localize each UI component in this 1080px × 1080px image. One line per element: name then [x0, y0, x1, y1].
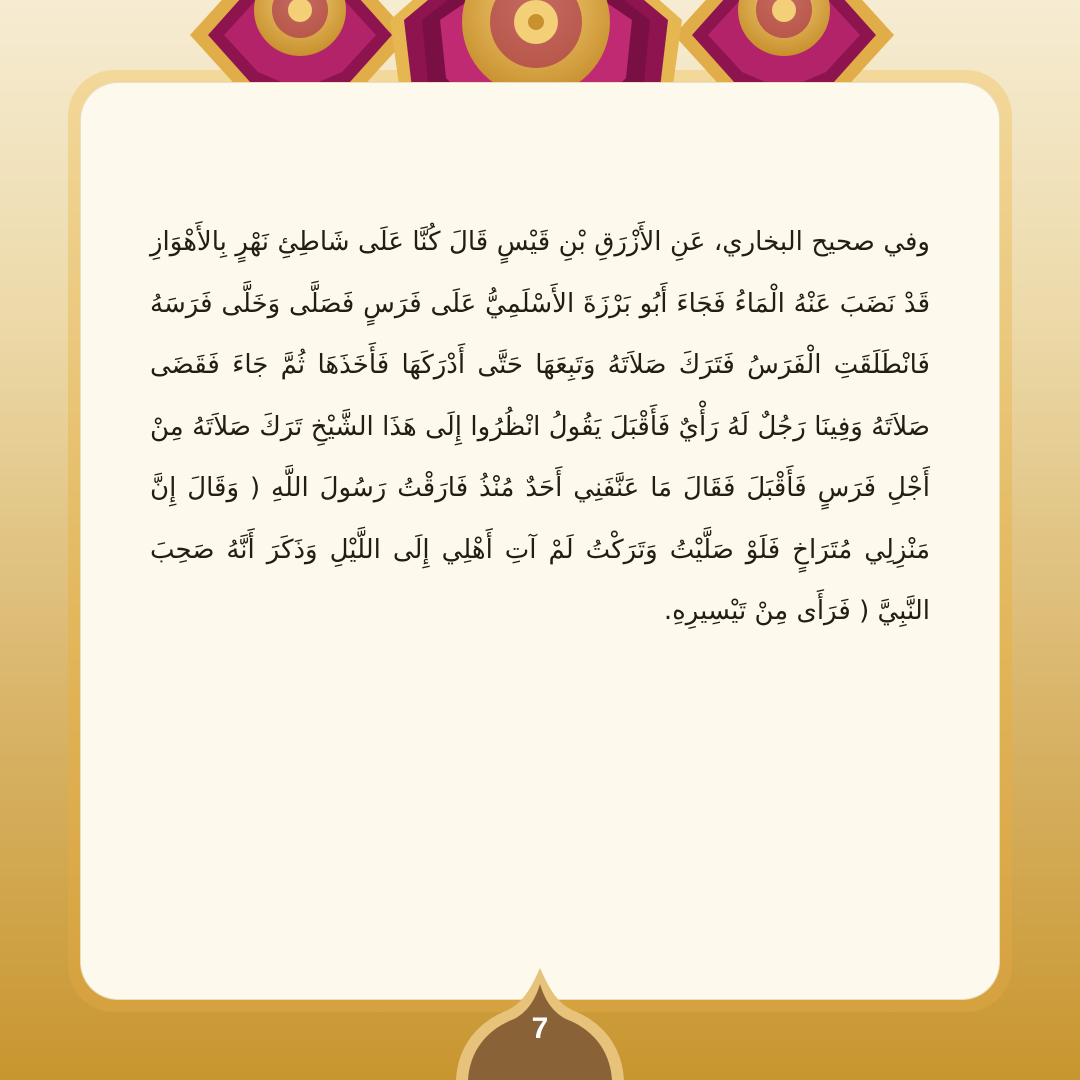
hadith-passage: وفي صحيح البخاري، عَنِ الأَزْرَقِ بْنِ قَيْسٍ قَالَ كُنَّا عَلَى شَاطِئِ نَهْرٍ بِالأَهْوَازِ قَدْ نَضَبَ عَنْهُ الْمَاءُ فَجَاءَ أَبُو بَرْزَةَ الأَسْلَمِيُّ عَلَى فَرَسٍ فَصَلَّى وَخَلَّى فَرَسَهُ فَانْطَلَقَتِ الْفَرَسُ فَتَرَكَ صَلاَتَهُ وَتَبِعَهَا حَتَّى أَدْرَكَهَا فَأَخَذَهَا ثُمَّ جَاءَ فَقَضَى صَلاَتَهُ وَفِينَا رَجُلٌ لَهُ رَأْيٌ فَأَقْبَلَ يَقُولُ انْظُرُوا إِلَى هَذَا الشَّيْخِ تَرَكَ صَلاَتَهُ مِنْ أَجْلِ فَرَسٍ فَأَقْبَلَ فَقَالَ مَا عَنَّفَنِي أَحَدٌ مُنْذُ فَارَقْتُ رَسُولَ اللَّهِ ( وَقَالَ إِنَّ مَنْزِلِي مُتَرَاخٍ فَلَوْ صَلَّيْتُ وَتَرَكْتُ لَمْ آتِ أَهْلِي إِلَى اللَّيْلِ وَذَكَرَ أَنَّهُ صَحِبَ النَّبِيَّ ( فَرَأَى مِنْ تَيْسِيرِهِ. [150, 227, 930, 626]
page-number: 7 [531, 1012, 549, 1045]
